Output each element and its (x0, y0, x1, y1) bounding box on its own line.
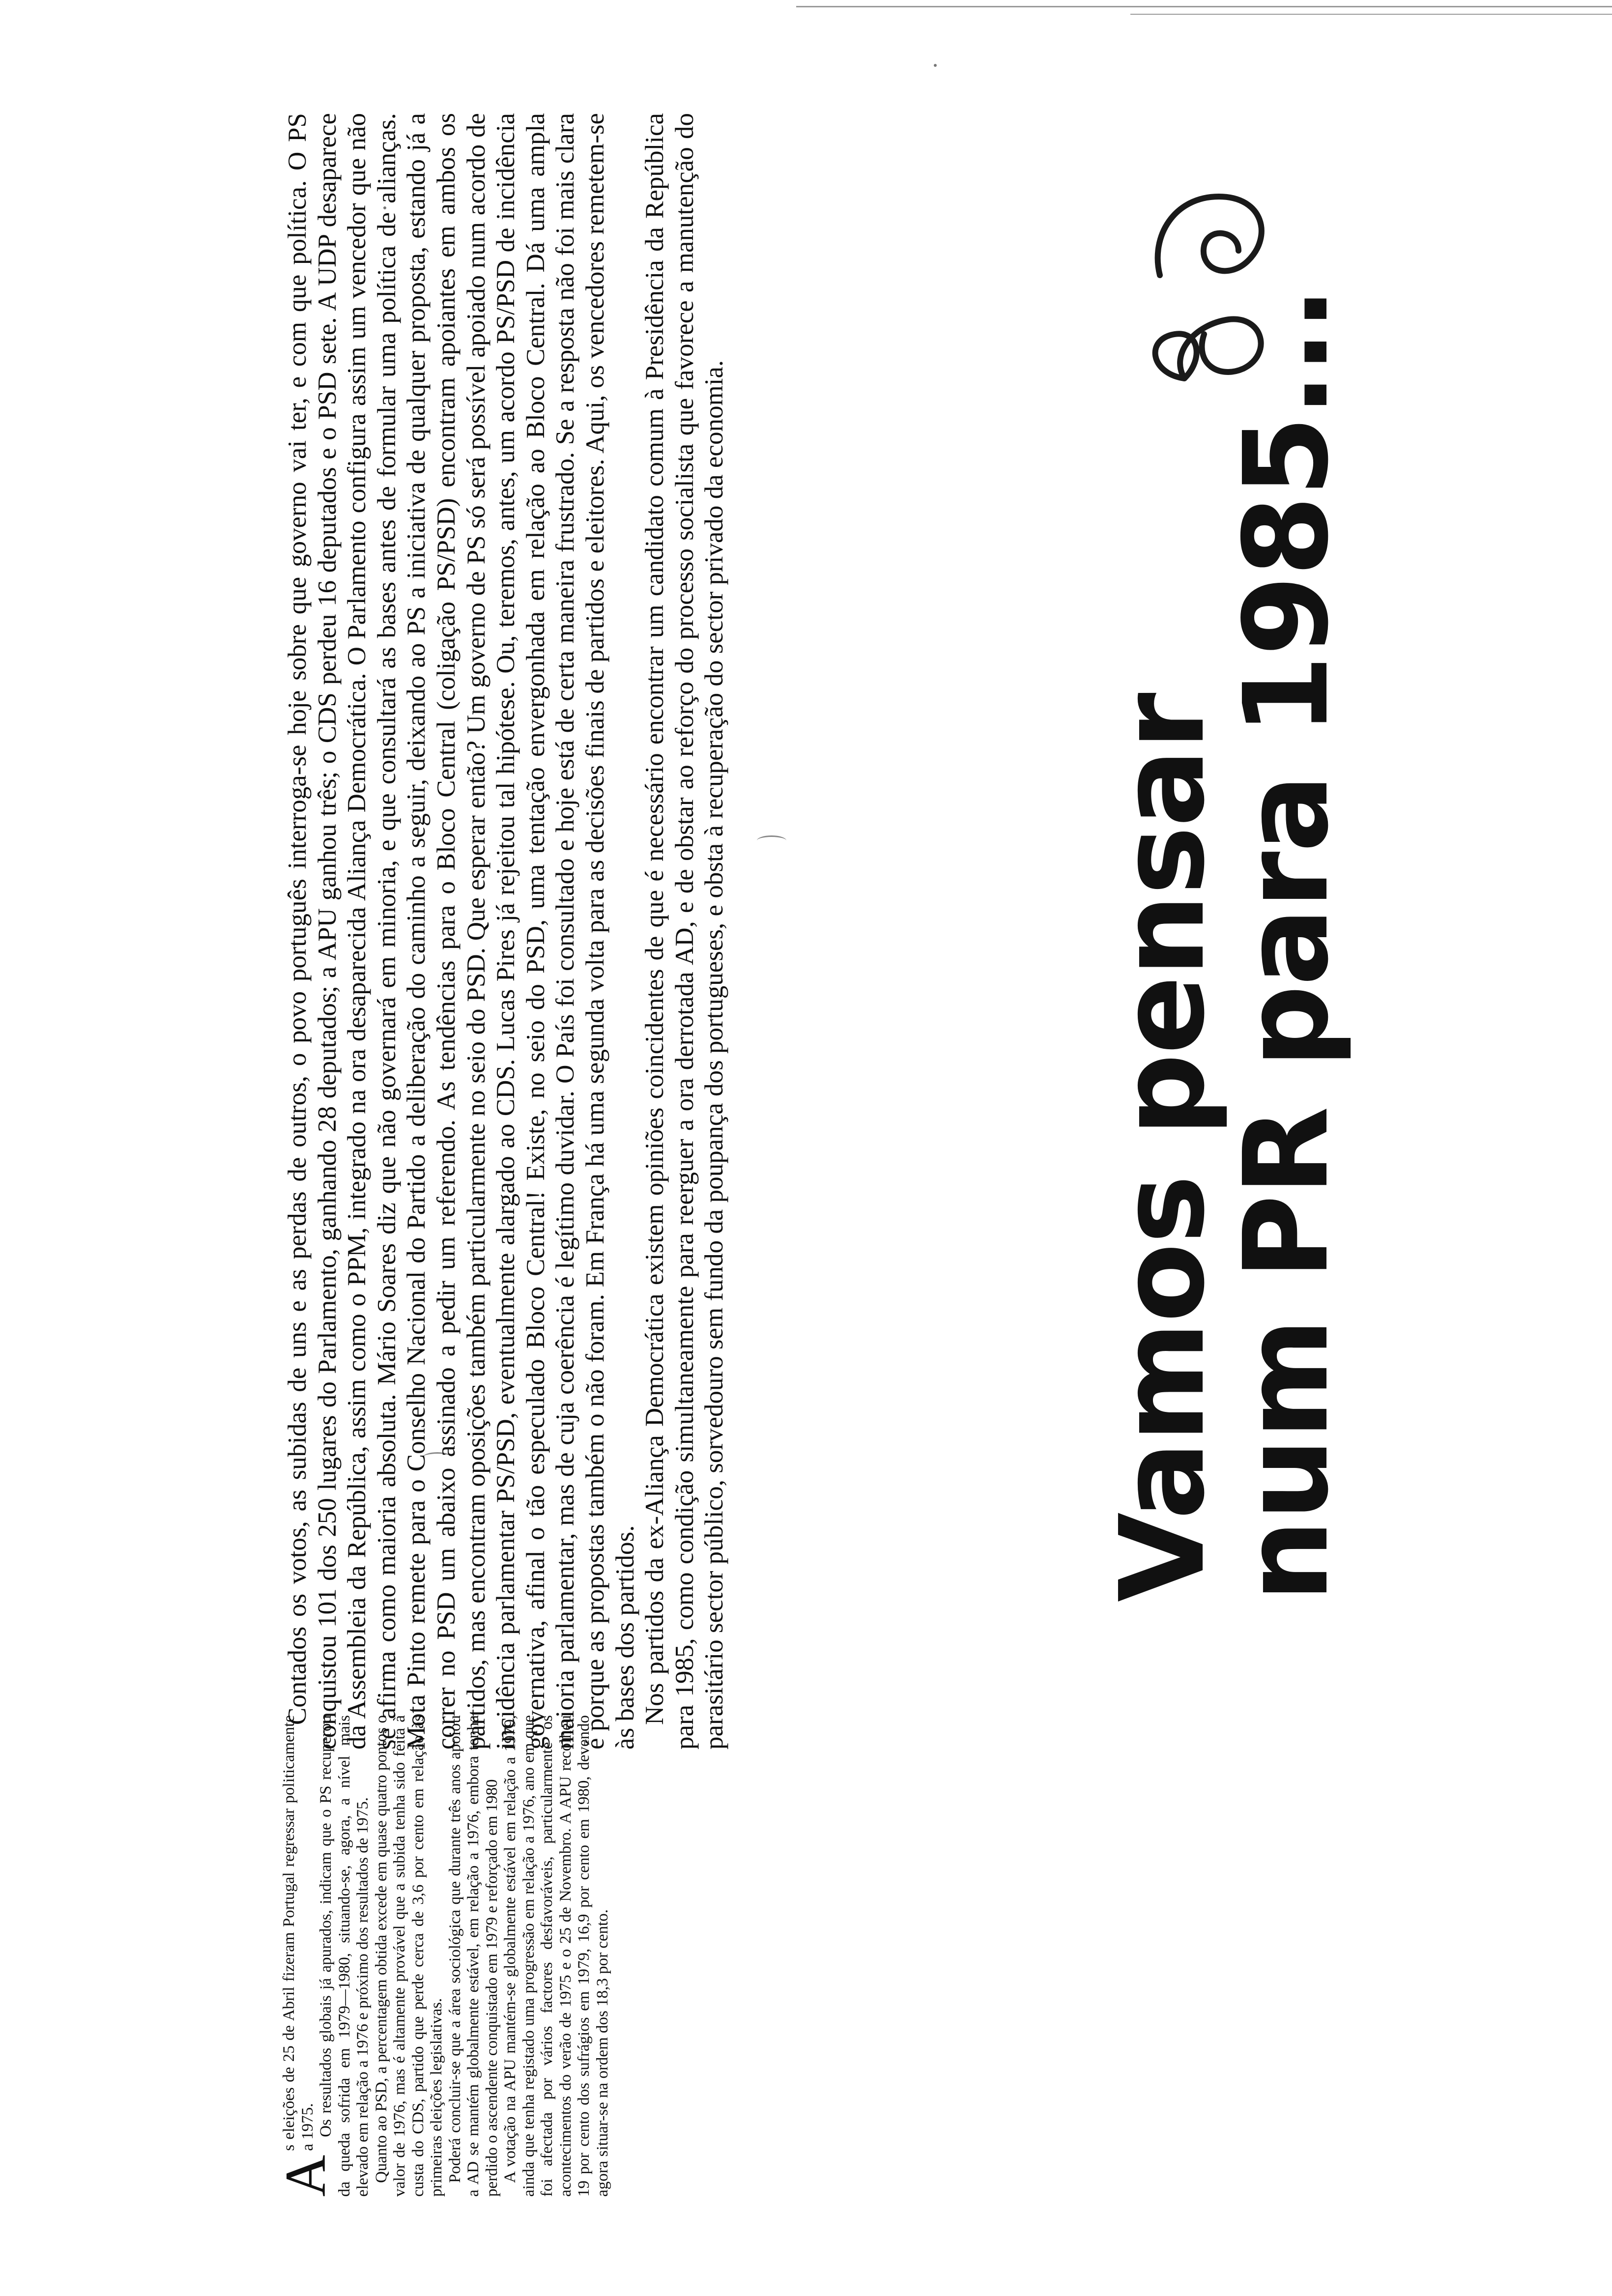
main-paragraph-1: Contados os votos, as subidas de uns e as perdas de outros, o povo português interroga-se hoje sobre que governo vai ter, e com que política. O PS conquistou 101 dos 250 lugares do Parlamento, ganhando 28 deputados; a APU ganhou três; o CDS perdeu 16 deputados e o PSD sete. A UDP desaparece da Assembleia da República, assim como o PPM, integrado na ora desaparecida Aliança Democrática. O Parlamento configura assim um vencedor que não se afirma como maioria absoluta. Mário Soares diz que não governará em minoria, e que consultará as bases antes de formular uma política de alianças. Mota Pinto remete para o Conselho Nacional do Partido a deliberação do caminho a seguir, deixando ao PS a iniciativa de qualquer proposta, estando já a correr no PSD um abaixo assinado a pedir um referendo. As tendências para o Bloco Central (coligação PS/PSD) encontram apoiantes em ambos os partidos, mas encontram oposições também particularmente no seio do PSD. Que esperar então? Um governo de PS só será possível apoiado num acordo de incidência parlamentar PS/PSD, eventualmente alargado ao CDS. Lucas Pires já rejeitou tal hipótese. Ou, teremos, antes, um acordo PS/PSD de incidência governativa, afinal o tão especulado Bloco Central! Existe, no seio do PSD, uma tentação envergonhada em relação ao Bloco Central. Dá uma ampla maioria parlamentar, mas de cuja coerência é legítimo duvidar. O País foi consultado e hoje está de certa maneira frustrado. Se a resposta não foi mais clara é porque as propostas também o não foram. Em França há uma segunda volta para as decisões finais de partidos e eleitores. Aqui, os vencedores remetem-se às bases dos partidos. (283, 113, 639, 1750)
handwritten-number (1130, 177, 1278, 393)
main-article-body (283, 113, 1079, 1750)
scan-speck (934, 64, 937, 67)
drop-cap: A (273, 2154, 338, 2197)
main-paragraph-2: Nos partidos da ex-Aliança Democrática existem opiniões coincidentes de que é necessário encontrar um candidato comum à Presidência da República para 1985, como condição simultaneamente para reerguer a ora derrotada AD, e de obstar ao reforço do processo socialista que favorece a manutenção do parasitário sector público, sorvedouro sem fundo da poupança dos portugueses, e obsta à recuperação do sector privado da economia. (640, 113, 729, 1750)
intro-column (273, 1715, 611, 2197)
intro-paragraph-1: A s eleições de 25 de Abril fizeram Portugal regressar politicamente a 1975. (273, 1715, 338, 2197)
intro-paragraph-5: A votação na APU mantém-se globalmente estável em relação a 1979, ainda que tenha registado uma progressão em relação a 1976, ano em que foi afectada por vários factores desfavoráveis, particularmente os acontecimentos do verão de 1975 e o 25 de Novembro. A APU recolheu 19 por cento dos sufrágios em 1979, 16,9 por cento em 1980, devendo agora situar-se na ordem dos 18,3 por cento. (501, 1715, 611, 2197)
intro-paragraph-2: Os resultados globais já apurados, indicam que o PS recuperou da queda sofrida em 1979—1980, situando-se, agora, a nível mais elevado em relação a 1976 e próximo dos resultados de 1975. (317, 1715, 372, 2197)
headline-line-1: Vamos pensar (1095, 693, 1230, 1602)
intro-paragraph-3: Quanto ao PSD, a percentagem obtida excede em quase quatro pontos o valor de 1976, mas é altamente provável que a subida tenha sido feita à custa do CDS, partido que perde cerca de 3,6 por cento em relação às primeiras eleições legislativas. (372, 1715, 445, 2197)
intro-paragraph-4: Poderá concluir-se que a área sociológica que durante três anos apoiou a AD se mantém globalmente estável, em relação a 1976, embora tenha perdido o ascendente conquistado em 1979 e reforçado em 1980 (446, 1715, 501, 2197)
headline (1095, 275, 1376, 1602)
headline-line-2: num PR para 1985... (1219, 287, 1354, 1602)
scan-edge-line (796, 6, 1612, 7)
scan-edge-line (1130, 14, 1612, 15)
